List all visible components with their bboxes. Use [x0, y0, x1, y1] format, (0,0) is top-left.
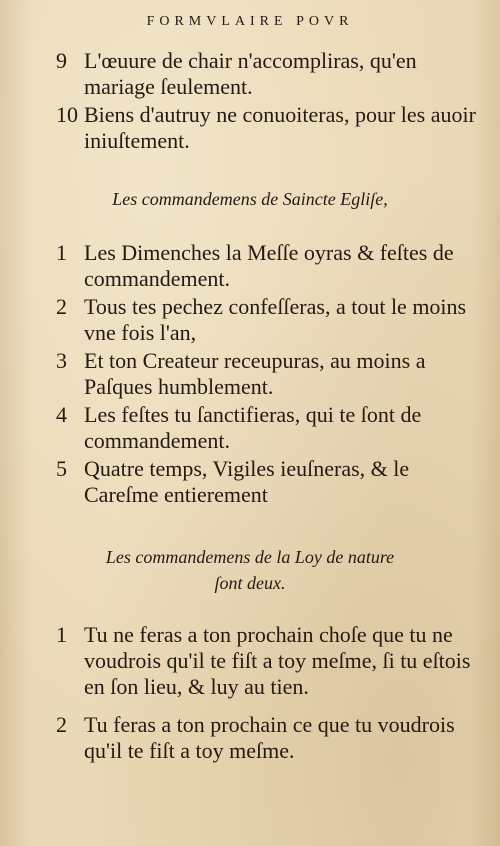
- nature-commandment-1: [56, 622, 488, 700]
- nature-commandments-heading: Les commandemens de la Loy de nature: [105, 547, 395, 567]
- nature-commandment-2: [56, 712, 488, 764]
- item-number: 10: [56, 102, 78, 127]
- item-number: 4: [56, 402, 67, 427]
- item-text: L'œuure de chair n'accompliras, qu'en mariage ſeulement.: [84, 48, 417, 99]
- item-text: Tu feras a ton prochain ce que tu voudrois qu'il te fiſt a toy meſme.: [84, 712, 455, 763]
- item-number: 5: [56, 456, 67, 481]
- item-number: 2: [56, 712, 67, 737]
- item-text: Tous tes pechez confeſſeras, a tout le moins vne fois l'an,: [84, 294, 467, 345]
- church-commandments-heading: Les commandemens de Saincte Egliſe,: [112, 189, 388, 209]
- commandment-10: [56, 102, 488, 154]
- church-commandment-2: [56, 294, 488, 346]
- commandment-9: [56, 48, 488, 100]
- item-text: Et ton Createur receupuras, au moins a Paſques humblement.: [84, 348, 426, 399]
- item-number: 3: [56, 348, 67, 373]
- item-number: 1: [56, 240, 67, 265]
- item-number: 1: [56, 622, 67, 647]
- item-number: 9: [56, 48, 67, 73]
- item-text: Les Dimenches la Meſſe oyras & feſtes de commandement.: [84, 240, 454, 291]
- church-commandment-1: [56, 240, 488, 292]
- church-commandment-3: [56, 348, 488, 400]
- nature-commandments-subheading: ſont deux.: [214, 573, 286, 593]
- item-text: Quatre temps, Vigiles ieuſneras, & le Careſme entierement: [84, 456, 410, 507]
- church-commandment-4: [56, 402, 488, 454]
- item-number: 2: [56, 294, 67, 319]
- item-text: Les feſtes tu ſanctifieras, qui te ſont de commandement.: [84, 402, 422, 453]
- item-text: Tu ne feras a ton prochain choſe que tu ne voudrois qu'il te fiſt a toy meſme, ſi tu eſtois en ſon lieu, & luy au tien.: [84, 622, 471, 699]
- church-commandment-5: [56, 456, 488, 508]
- running-head: FORMVLAIRE POVR: [146, 14, 354, 29]
- item-text: Biens d'autruy ne conuoiteras, pour les auoir iniuſtement.: [84, 102, 476, 153]
